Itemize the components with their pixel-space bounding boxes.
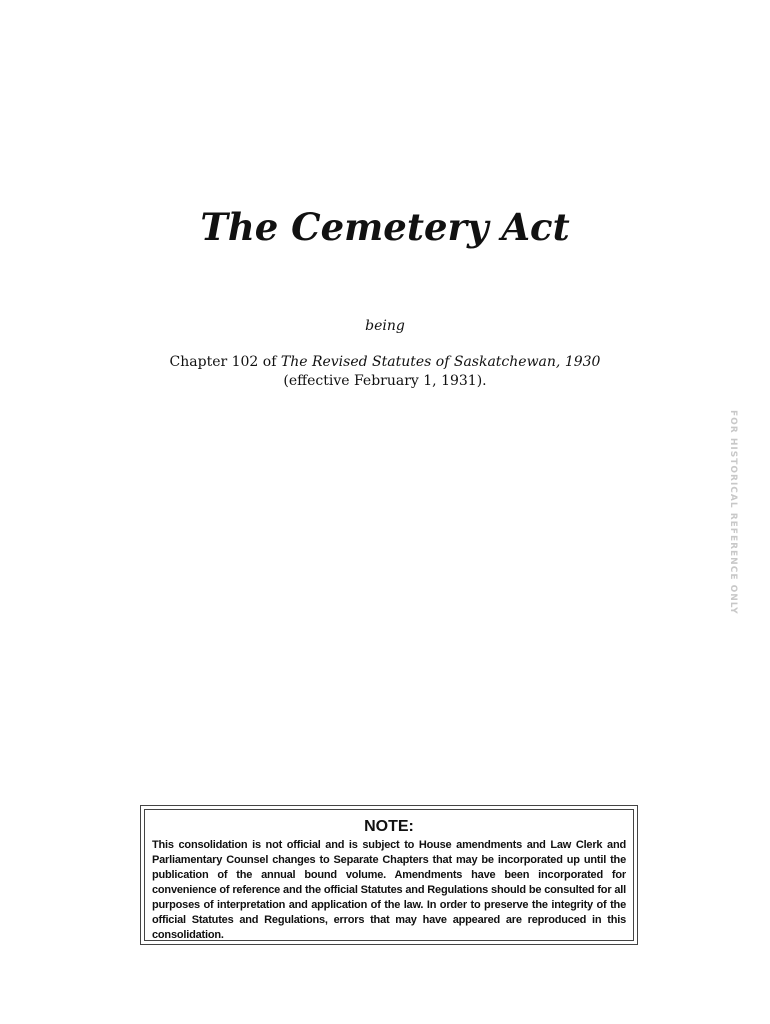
- historical-watermark: FOR HISTORICAL REFERENCE ONLY: [728, 410, 738, 615]
- chapter-prefix: Chapter 102 of: [169, 354, 281, 370]
- effective-date: (effective February 1, 1931).: [283, 373, 487, 389]
- being-text: being: [365, 318, 405, 334]
- note-heading: NOTE:: [364, 818, 414, 835]
- document-title: The Cemetery Act: [200, 205, 570, 249]
- note-inner-border: [144, 809, 634, 941]
- note-box: [140, 805, 638, 945]
- chapter-line: [0, 353, 770, 372]
- chapter-citation: [0, 353, 770, 391]
- chapter-source: The Revised Statutes of Saskatchewan, 1930: [280, 354, 601, 370]
- note-text: This consolidation is not official and is subject to House amendments and Law Clerk and Parliamentary Counsel changes to Separate Chapters that may be incorporated up until the publication of the annual bound volume. Amendments have been incorporated for convenience of reference and the official Statutes and Regulations should be consulted for all purposes of interpretation and application of the law. In order to preserve the integrity of the official Statutes and Regulations, errors that may have appeared are reproduced in this consolidation.: [152, 839, 626, 941]
